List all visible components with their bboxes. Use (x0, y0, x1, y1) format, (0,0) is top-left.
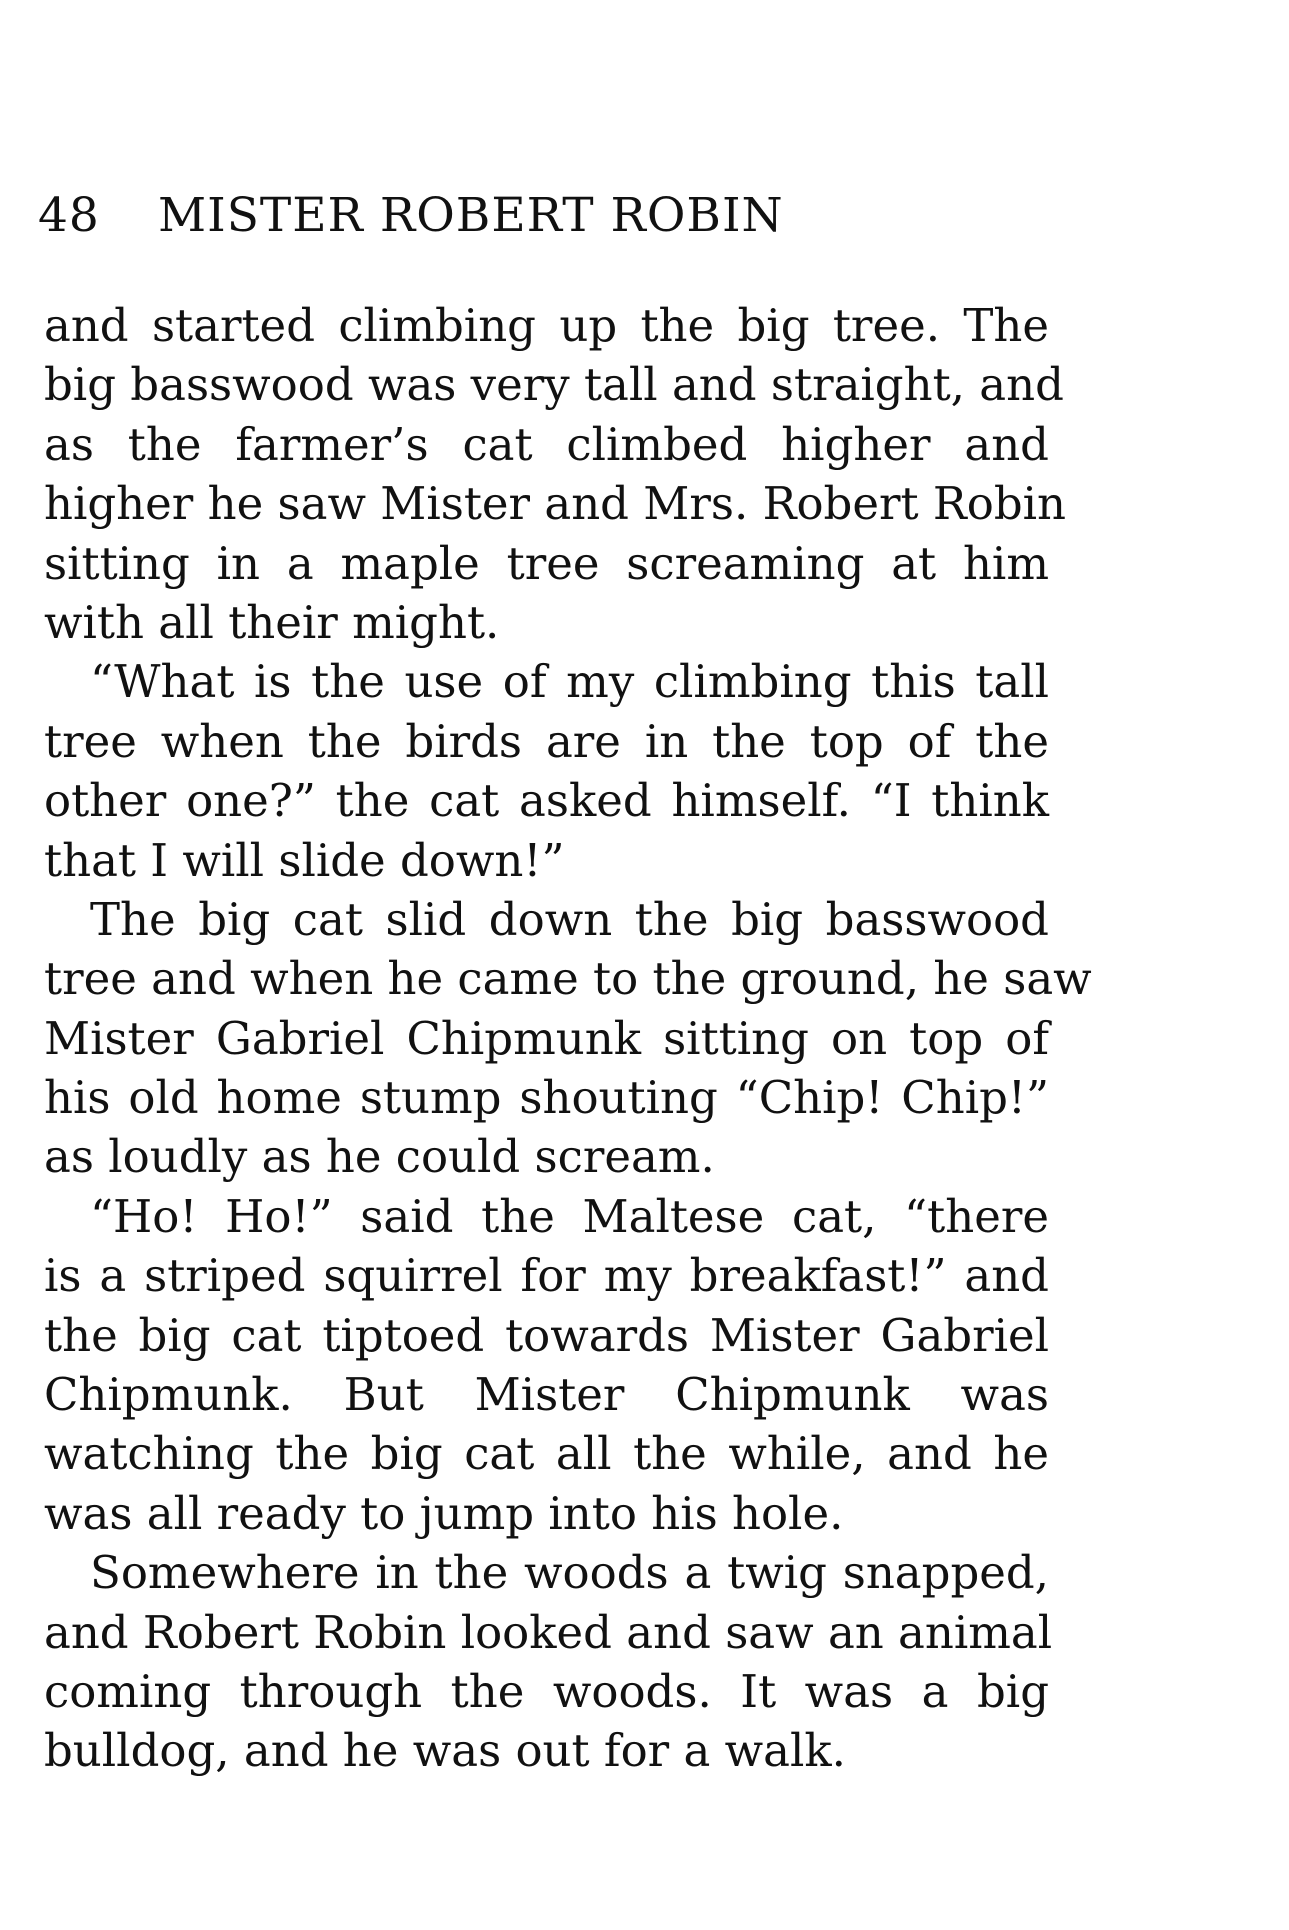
text-line: with all their might. (44, 595, 500, 649)
text-line: as the farmer’s cat climbed higher and (44, 417, 1049, 471)
text-line: Chipmunk. But Mister Chipmunk was (44, 1368, 1049, 1422)
book-title: MISTER ROBERT ROBIN (158, 188, 784, 243)
text-line: Somewhere in the woods a twig snapped, (90, 1546, 1049, 1600)
text-line: the big cat tiptoed towards Mister Gabriel (44, 1308, 1049, 1362)
running-head (38, 188, 938, 244)
text-line: sitting in a maple tree screaming at him (44, 536, 1049, 590)
text-line: other one?” the cat asked himself. “I think (44, 774, 1049, 828)
text-line: big basswood was very tall and straight, and (44, 358, 1064, 412)
text-line: is a striped squirrel for my breakfast!” and (44, 1249, 1049, 1303)
text-line: tree and when he came to the ground, he saw (44, 952, 1092, 1006)
text-line: “Ho! Ho!” said the Maltese cat, “there (90, 1189, 1049, 1243)
text-line: and started climbing up the big tree. The (44, 299, 1049, 352)
text-line: bulldog, and he was out for a walk. (44, 1724, 846, 1778)
text-line: Mister Gabriel Chipmunk sitting on top of (44, 1011, 1049, 1065)
text-line: watching the big cat all the while, and he (44, 1427, 1049, 1481)
text-line: The big cat slid down the big basswood (90, 892, 1049, 946)
text-line: his old home stump shouting “Chip! Chip!” (44, 1071, 1049, 1125)
text-line: coming through the woods. It was a big (44, 1664, 1049, 1718)
text-line: and Robert Robin looked and saw an animal (44, 1605, 1053, 1659)
text-line: tree when the birds are in the top of the (44, 714, 1049, 768)
text-line: higher he saw Mister and Mrs. Robert Robin (44, 477, 1067, 531)
text-line: “What is the use of my climbing this tall (90, 655, 1049, 709)
text-line: that I will slide down!” (44, 833, 565, 887)
text-line: was all ready to jump into his hole. (44, 1486, 844, 1540)
text-line: as loudly as he could scream. (44, 1130, 715, 1184)
page-number: 48 (38, 188, 100, 243)
body-text (44, 296, 1092, 1781)
